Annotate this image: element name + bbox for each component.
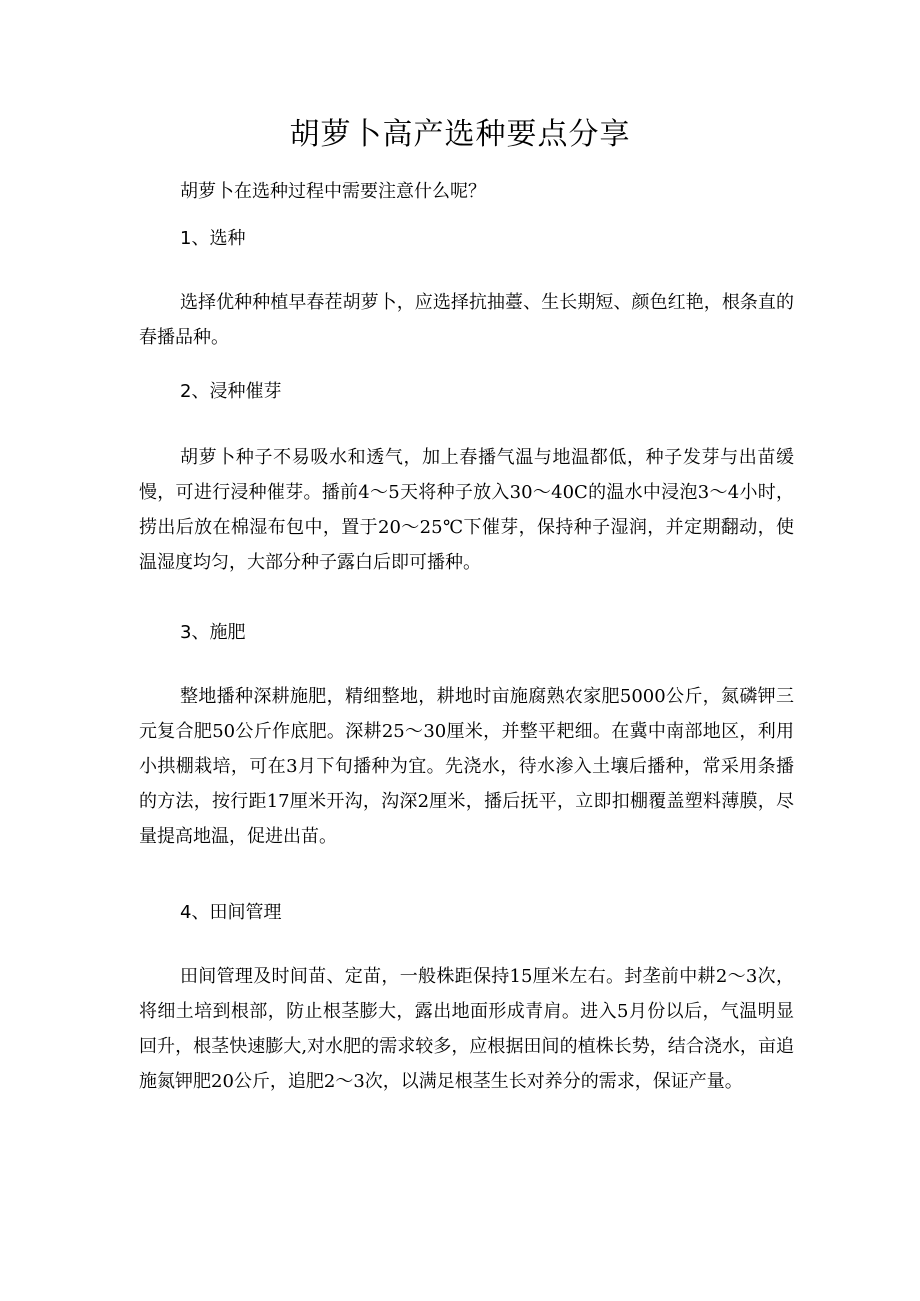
section-heading-3: 3、施肥	[180, 622, 246, 643]
section-body-1: 选择优种种植早春茬胡萝卜，应选择抗抽薹、生长期短、颜色红艳，根条直的春播品种。	[139, 292, 794, 348]
section-heading-4: 4、田间管理	[180, 902, 282, 923]
section-heading-1: 1、选种	[180, 228, 246, 249]
section-body-4: 田间管理及时间苗、定苗，一般株距保持15厘米左右。封垄前中耕2～3次，将细土培到根部，防止根茎膨大，露出地面形成青肩。进入5月份以后，气温明显回升，根茎快速膨大,对水肥的需求较多，应根据田间的植株长势，结合浇水，亩追施氮钾肥20公斤，追肥2～3次，以满足根茎生长对养分的需求，保证产量。	[139, 966, 794, 1092]
section-heading-2: 2、浸种催芽	[180, 381, 282, 402]
section-body-3: 整地播种深耕施肥，精细整地，耕地时亩施腐熟农家肥5000公斤，氮磷钾三元复合肥50公斤作底肥。深耕25～30厘米，并整平耙细。在冀中南部地区，利用小拱棚栽培，可在3月下旬播种为宜。先浇水，待水渗入土壤后播种，常采用条播的方法，按行距17厘米开沟，沟深2厘米，播后抚平，立即扣棚覆盖塑料薄膜，尽量提高地温，促进出苗。	[139, 686, 794, 847]
page-title: 胡萝卜高产选种要点分享	[289, 117, 631, 152]
section-body-2: 胡萝卜种子不易吸水和透气，加上春播气温与地温都低，种子发芽与出苗缓慢，可进行浸种催芽。播前4～5天将种子放入30～40C的温水中浸泡3～4小时，捞出后放在棉湿布包中，置于20～25℃下催芽，保持种子湿润，并定期翻动，使温湿度均匀，大部分种子露白后即可播种。	[139, 447, 794, 573]
intro-paragraph: 胡萝卜在选种过程中需要注意什么呢？	[180, 181, 486, 202]
